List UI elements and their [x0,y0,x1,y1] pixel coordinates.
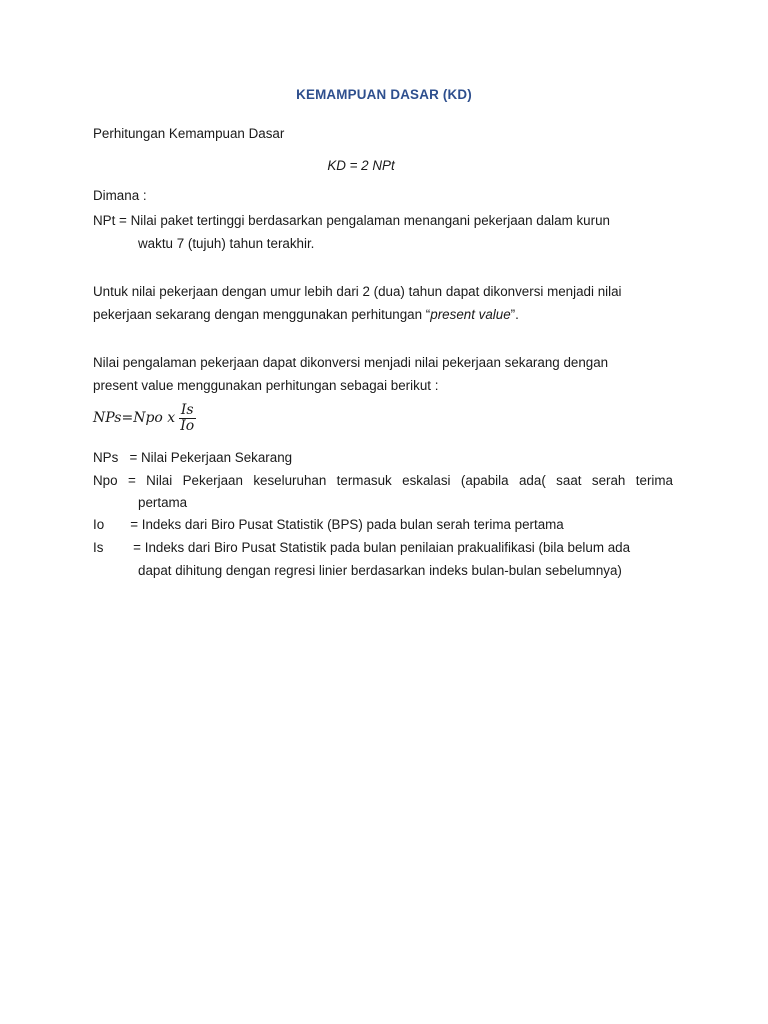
formula-nps-fraction [178,403,196,434]
paragraph2-line2: present value menggunakan perhitungan sebagai berikut : [93,378,439,393]
definition-is-line2: dapat dihitung dengan regresi linier berdasarkan indeks bulan-bulan sebelumnya) [138,563,622,578]
definition-io: Io = Indeks dari Biro Pusat Statistik (BPS) pada bulan serah terima pertama [93,517,564,532]
paragraph1-line2-pre: pekerjaan sekarang dengan menggunakan perhitungan “ [93,307,431,322]
formula-kd: KD = 2 NPt [327,158,395,173]
intro-text: Perhitungan Kemampuan Dasar [93,126,285,141]
definition-is-line1: Is = Indeks dari Biro Pusat Statistik pada bulan penilaian prakualifikasi (bila belum ada [93,540,631,555]
paragraph1-line2 [93,307,519,323]
definition-npo-line1-text: Npo = Nilai Pekerjaan keseluruhan termasuk eskalasi (apabila ada( saat serah terima [93,473,673,488]
page-title: KEMAMPUAN DASAR (KD) [296,87,472,102]
definition-npo-line2: pertama [138,495,188,510]
present-value-term: present value [430,307,511,322]
paragraph1-line2-post: ”. [510,307,519,322]
formula-nps-lhs: NPs=Npo x [93,410,176,426]
definition-npo-line1 [93,473,673,489]
definition-nps: NPs = Nilai Pekerjaan Sekarang [93,450,293,465]
paragraph2-line1: Nilai pengalaman pekerjaan dapat dikonversi menjadi nilai pekerjaan sekarang dengan [93,355,609,370]
formula-nps-numerator: Is [180,401,194,418]
npt-definition-line1: NPt = Nilai paket tertinggi berdasarkan pengalaman menangani pekerjaan dalam kurun [93,213,610,228]
dimana-label: Dimana : [93,188,147,203]
formula-nps-denominator: Io [180,417,195,434]
formula-nps [93,398,196,438]
paragraph1-line1: Untuk nilai pekerjaan dengan umur lebih dari 2 (dua) tahun dapat dikonversi menjadi nilai [93,284,622,299]
npt-definition-line2: waktu 7 (tujuh) tahun terakhir. [138,236,315,251]
